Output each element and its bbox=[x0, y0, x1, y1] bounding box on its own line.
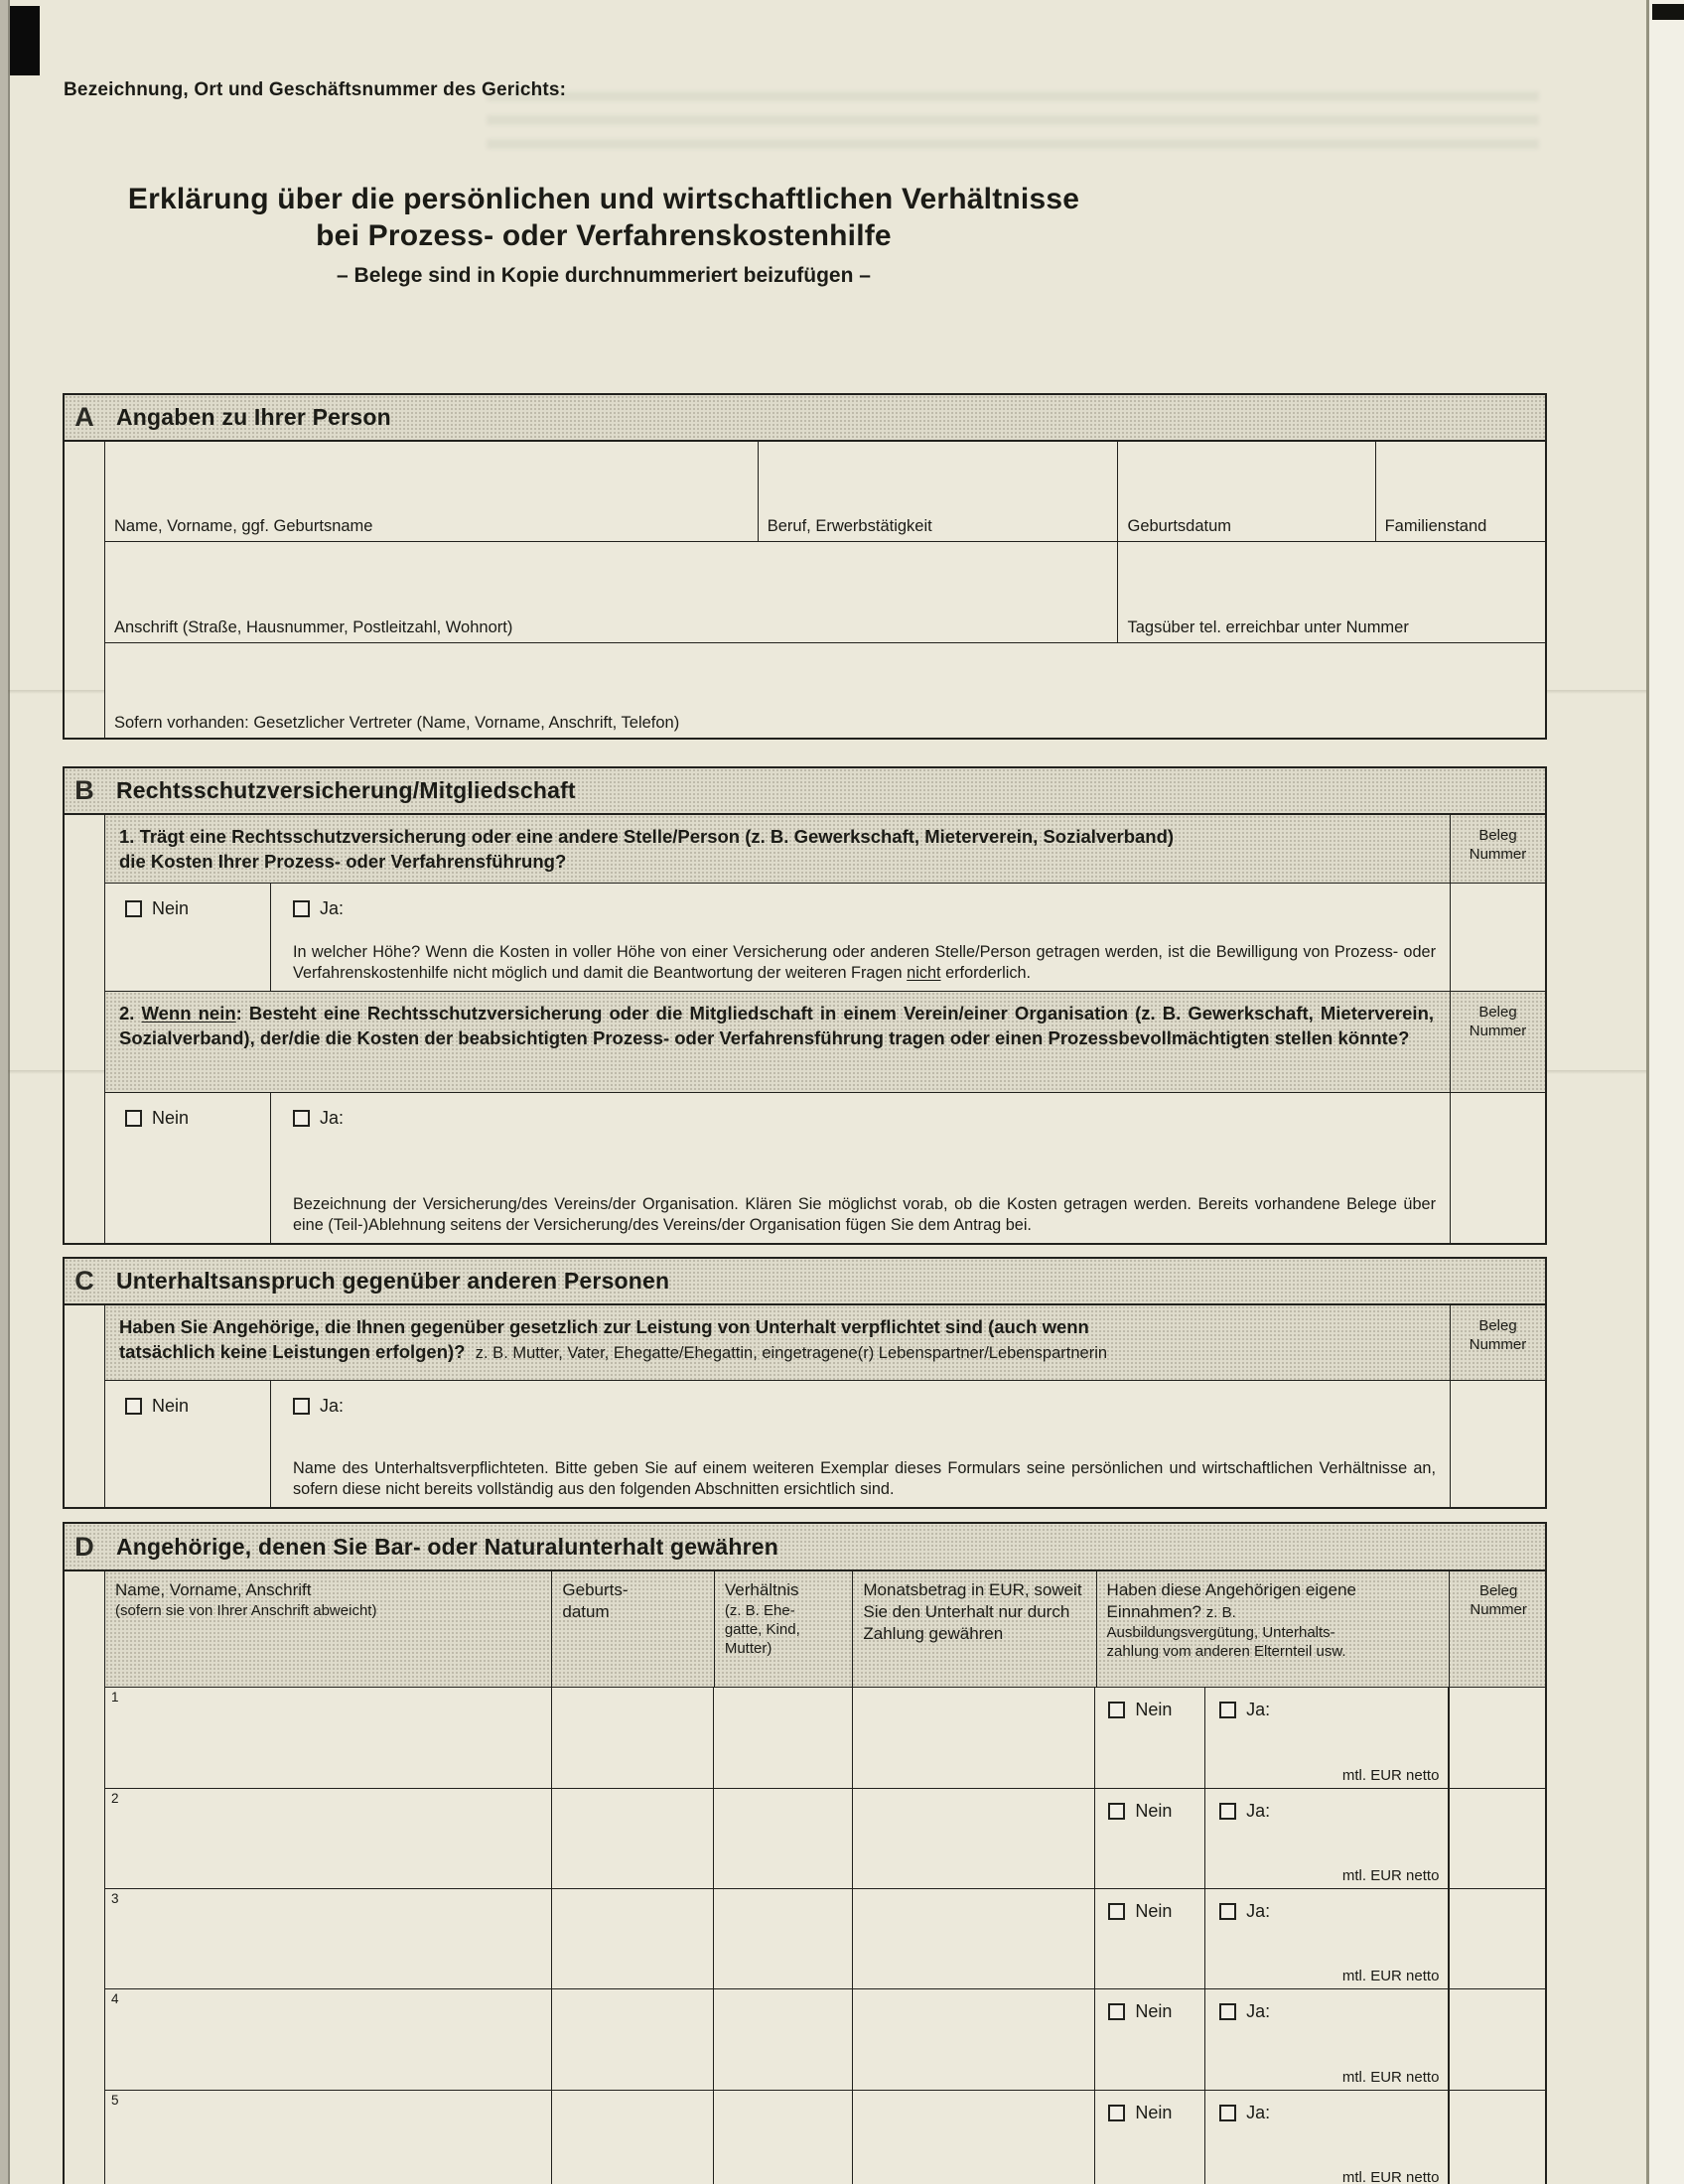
d-row2-relation-input-area[interactable] bbox=[714, 1789, 852, 1888]
b1-no-cell bbox=[105, 884, 271, 991]
scan-artifact-top-right bbox=[1652, 4, 1684, 20]
d-row3-beleg-input-area[interactable] bbox=[1450, 1889, 1545, 1988]
d-row5-mtl-label: mtl. EUR netto bbox=[1341, 2168, 1440, 2184]
d-row4-relation-input-area[interactable] bbox=[714, 1989, 852, 2089]
d-row2-yes-checkbox[interactable] bbox=[1219, 1803, 1236, 1820]
section-b-letter: B bbox=[74, 775, 94, 805]
b1-yes-checkbox[interactable] bbox=[293, 900, 310, 917]
b1-help-text: In welcher Höhe? Wenn die Kosten in voller Höhe von einer Versicherung oder anderen Stelle/Person getragen werden, ist die Bewilligung von Prozess- oder Verfahrenskostenhilfe nicht möglich und damit die Beantwortung der weiteren Fragen nicht erforderlich. bbox=[293, 943, 1436, 983]
b2-no-cell bbox=[105, 1093, 271, 1243]
d-row1-name-input-area[interactable]: 1 bbox=[105, 1688, 552, 1787]
c-no-checkbox[interactable] bbox=[125, 1398, 142, 1415]
d-row4-beleg-input-area[interactable] bbox=[1450, 1989, 1545, 2089]
d-row3-yes-checkbox[interactable] bbox=[1219, 1903, 1236, 1920]
question-c-line1: Haben Sie Angehörige, die Ihnen gegenüber gesetzlich zur Leistung von Unterhalt verpflichtet sind (auch wenn bbox=[119, 1316, 1089, 1337]
section-b-title: Rechtsschutzversicherung/Mitgliedschaft bbox=[116, 777, 576, 803]
c-no-cell bbox=[105, 1381, 271, 1507]
question-c-text bbox=[105, 1305, 1450, 1380]
legal-representative-input-area[interactable] bbox=[105, 643, 1545, 738]
d-row5-yes-checkbox[interactable] bbox=[1219, 2105, 1236, 2121]
answer-b2-row bbox=[105, 1093, 1545, 1243]
address-input-area[interactable] bbox=[105, 542, 1118, 642]
scan-artifact-top-left bbox=[10, 6, 40, 75]
section-d bbox=[63, 1522, 1547, 2184]
d-row4-yes-cell[interactable]: Ja: mtl. EUR netto bbox=[1205, 1989, 1449, 2089]
question-b1-line1: 1. Trägt eine Rechtsschutzversicherung oder eine andere Stelle/Person (z. B. Gewerkschaft, Mieterverein, Sozialverband) bbox=[119, 826, 1175, 847]
occupation-input-area[interactable] bbox=[759, 442, 1119, 542]
court-designation-label: Bezeichnung, Ort und Geschäftsnummer des Gerichts: bbox=[64, 79, 567, 100]
c-no-label: Nein bbox=[152, 1395, 190, 1416]
birthdate-input-area[interactable] bbox=[1118, 442, 1375, 542]
form-title-line1: Erklärung über die persönlichen und wirtschaftlichen Verhältnisse bbox=[127, 183, 1080, 215]
d-col-header-beleg: Beleg Nummer bbox=[1470, 1582, 1527, 1618]
section-b-body bbox=[104, 815, 1545, 1243]
phone-input-area[interactable] bbox=[1118, 542, 1545, 642]
d-row3-amount-input-area[interactable] bbox=[853, 1889, 1096, 1988]
d-row4-income-cell: Nein Ja: mtl. EUR netto bbox=[1095, 1989, 1450, 2089]
c-yes-checkbox[interactable] bbox=[293, 1398, 310, 1415]
b2-help-text: Bezeichnung der Versicherung/des Vereins/der Organisation. Klären Sie möglichst vorab, ob die Kosten getragen werden. Bereits vorhandene Belege über eine (Teil-)Ablehnung seitens der Versicherung/des Vereins/der Organisation fügen Sie dem Antrag bei. bbox=[293, 1195, 1436, 1234]
b1-yes-label: Ja: bbox=[320, 898, 345, 919]
d-row2-amount-input-area[interactable] bbox=[853, 1789, 1096, 1888]
c-yes-cell[interactable] bbox=[271, 1381, 1450, 1507]
d-table-row-2 bbox=[105, 1789, 1545, 1889]
d-table-header-row bbox=[105, 1571, 1545, 1688]
section-a-title: Angaben zu Ihrer Person bbox=[116, 404, 391, 430]
d-row5-income-cell: Nein Ja: mtl. EUR netto bbox=[1095, 2091, 1450, 2184]
phone-field-label: Tagsüber tel. erreichbar unter Nummer bbox=[1127, 617, 1409, 636]
b2-no-label: Nein bbox=[152, 1108, 190, 1129]
d-row2-no-checkbox[interactable] bbox=[1108, 1803, 1125, 1820]
answer-b1-row bbox=[105, 884, 1545, 992]
c-beleg-label: Beleg Nummer bbox=[1450, 1305, 1545, 1380]
d-row2-beleg-input-area[interactable] bbox=[1450, 1789, 1545, 1888]
d-row5-name-input-area[interactable]: 5 bbox=[105, 2091, 552, 2184]
section-d-letter: D bbox=[74, 1531, 94, 1562]
d-row3-name-input-area[interactable]: 3 bbox=[105, 1889, 552, 1988]
d-table-row-5 bbox=[105, 2091, 1545, 2184]
form-title-line2: bei Prozess- oder Verfahrenskostenhilfe bbox=[316, 219, 892, 252]
d-row3-yes-cell[interactable]: Ja: mtl. EUR netto bbox=[1205, 1889, 1449, 1988]
d-col-header-relation: Verhältnis (z. B. Ehe- gatte, Kind, Mutter) bbox=[715, 1571, 854, 1687]
d-row1-no-checkbox[interactable] bbox=[1108, 1702, 1125, 1718]
question-b2-text: 2. Wenn nein: Besteht eine Rechtsschutzversicherung oder die Mitgliedschaft in einem Verein/einer Organisation (z. B. Gewerkschaft, Mieterverein, Sozialverband), der/die die Kosten der beabsichtigten Prozess- oder Verfahrensführung tragen oder einen Prozessbevollmächtigten stellen könnte? bbox=[119, 1003, 1435, 1049]
c-yes-label: Ja: bbox=[320, 1395, 345, 1416]
question-c-row bbox=[105, 1305, 1545, 1381]
d-table-row-1 bbox=[105, 1688, 1545, 1788]
b2-yes-checkbox[interactable] bbox=[293, 1110, 310, 1127]
d-row5-amount-input-area[interactable] bbox=[853, 2091, 1096, 2184]
b2-yes-cell[interactable] bbox=[271, 1093, 1450, 1243]
name-input-area[interactable] bbox=[105, 442, 759, 542]
name-field-label: Name, Vorname, ggf. Geburtsname bbox=[114, 517, 373, 536]
d-row5-beleg-input-area[interactable] bbox=[1450, 2091, 1545, 2184]
b2-beleg-label: Beleg Nummer bbox=[1450, 992, 1545, 1092]
c-beleg-input-area[interactable] bbox=[1450, 1381, 1545, 1507]
d-row3-no-checkbox[interactable] bbox=[1108, 1903, 1125, 1920]
b2-yes-label: Ja: bbox=[320, 1108, 345, 1129]
form-title bbox=[63, 181, 1145, 288]
d-row3-relation-input-area[interactable] bbox=[714, 1889, 852, 1988]
section-c-body bbox=[104, 1305, 1545, 1507]
d-row1-birthdate-input-area[interactable] bbox=[552, 1688, 714, 1787]
question-b2-row bbox=[105, 992, 1545, 1093]
marital-status-input-area[interactable] bbox=[1376, 442, 1545, 542]
section-a-letter: A bbox=[74, 402, 94, 432]
bleed-through-text-artifact bbox=[487, 91, 1539, 161]
d-row1-amount-input-area[interactable] bbox=[853, 1688, 1096, 1787]
d-row1-relation-input-area[interactable] bbox=[714, 1688, 852, 1787]
b1-no-checkbox[interactable] bbox=[125, 900, 142, 917]
d-col-header-name: Name, Vorname, Anschrift (sofern sie von Ihrer Anschrift abweicht) bbox=[105, 1571, 552, 1687]
d-row5-no-checkbox[interactable] bbox=[1108, 2105, 1125, 2121]
birthdate-field-label: Geburtsdatum bbox=[1127, 517, 1232, 536]
d-row1-mtl-label: mtl. EUR netto bbox=[1341, 1766, 1440, 1784]
question-b1-line2: die Kosten Ihrer Prozess- oder Verfahrensführung? bbox=[119, 851, 567, 872]
d-col-header-birthdate: Geburts- datum bbox=[552, 1571, 714, 1687]
b2-no-checkbox[interactable] bbox=[125, 1110, 142, 1127]
b1-beleg-input-area[interactable] bbox=[1450, 884, 1545, 991]
section-d-header bbox=[65, 1524, 1545, 1571]
d-row4-birthdate-input-area[interactable] bbox=[552, 1989, 714, 2089]
d-row4-no-checkbox[interactable] bbox=[1108, 2003, 1125, 2020]
section-a-header bbox=[65, 395, 1545, 442]
d-row4-amount-input-area[interactable] bbox=[853, 1989, 1096, 2089]
b2-beleg-input-area[interactable] bbox=[1450, 1093, 1545, 1243]
d-row2-mtl-label: mtl. EUR netto bbox=[1341, 1866, 1440, 1884]
d-row5-relation-input-area[interactable] bbox=[714, 2091, 852, 2184]
occupation-field-label: Beruf, Erwerbstätigkeit bbox=[767, 517, 932, 536]
d-row4-yes-checkbox[interactable] bbox=[1219, 2003, 1236, 2020]
section-d-title: Angehörige, denen Sie Bar- oder Naturalunterhalt gewähren bbox=[116, 1533, 779, 1560]
d-col-header-monthly-amount: Monatsbetrag in EUR, soweit Sie den Unterhalt nur durch Zahlung gewähren bbox=[853, 1571, 1096, 1687]
section-b bbox=[63, 766, 1547, 1245]
d-row5-yes-cell[interactable]: Ja: mtl. EUR netto bbox=[1205, 2091, 1449, 2184]
d-row2-birthdate-input-area[interactable] bbox=[552, 1789, 714, 1888]
section-b-header bbox=[65, 768, 1545, 815]
d-row1-beleg-input-area[interactable] bbox=[1450, 1688, 1545, 1787]
d-row4-mtl-label: mtl. EUR netto bbox=[1341, 2068, 1440, 2086]
d-row3-income-cell: Nein Ja: mtl. EUR netto bbox=[1095, 1889, 1450, 1988]
section-c bbox=[63, 1257, 1547, 1509]
address-field-label: Anschrift (Straße, Hausnummer, Postleitzahl, Wohnort) bbox=[114, 617, 513, 636]
page-edge-strip bbox=[1646, 0, 1684, 2184]
section-a bbox=[63, 393, 1547, 740]
legal-representative-field-label: Sofern vorhanden: Gesetzlicher Vertreter (Name, Vorname, Anschrift, Telefon) bbox=[114, 713, 680, 732]
b1-no-label: Nein bbox=[152, 898, 190, 919]
d-row5-birthdate-input-area[interactable] bbox=[552, 2091, 714, 2184]
d-col-header-own-income: Haben diese Angehörigen eigene Einnahmen? z. B. Ausbildungsvergütung, Unterhalts- zahlung vom anderen Elternteil usw. bbox=[1097, 1571, 1451, 1687]
d-row4-name-input-area[interactable]: 4 bbox=[105, 1989, 552, 2089]
c-help-text: Name des Unterhaltsverpflichteten. Bitte geben Sie auf einem weiteren Exemplar dieses Formulars seine persönlichen und wirtschaftlichen Verhältnisse an, sofern diese nicht bereits vollständig aus den folgenden Abschnitten ersichtlich sind. bbox=[293, 1459, 1436, 1498]
d-table-row-4 bbox=[105, 1989, 1545, 2090]
section-c-title: Unterhaltsanspruch gegenüber anderen Personen bbox=[116, 1268, 670, 1294]
d-row3-birthdate-input-area[interactable] bbox=[552, 1889, 714, 1988]
b1-yes-cell[interactable] bbox=[271, 884, 1450, 991]
d-row3-mtl-label: mtl. EUR netto bbox=[1341, 1968, 1440, 1985]
section-c-letter: C bbox=[74, 1266, 94, 1296]
d-row2-income-cell: Nein Ja: mtl. EUR netto bbox=[1095, 1789, 1450, 1888]
d-table-row-3 bbox=[105, 1889, 1545, 1989]
question-b1-row bbox=[105, 815, 1545, 884]
form-subtitle: – Belege sind in Kopie durchnummeriert beizufügen – bbox=[337, 264, 871, 287]
d-row2-yes-cell[interactable]: Ja: mtl. EUR netto bbox=[1205, 1789, 1449, 1888]
d-row1-income-cell: Nein Ja: mtl. EUR netto bbox=[1095, 1688, 1450, 1787]
section-d-table bbox=[104, 1571, 1545, 2184]
section-a-fields bbox=[104, 442, 1545, 738]
b1-beleg-label: Beleg Nummer bbox=[1450, 815, 1545, 883]
question-c-line2: tatsächlich keine Leistungen erfolgen)? z. B. Mutter, Vater, Ehegatte/Ehegattin, eingetragene(r) Lebenspartner/Lebenspartnerin bbox=[119, 1341, 1108, 1362]
d-row2-name-input-area[interactable]: 2 bbox=[105, 1789, 552, 1888]
d-row1-yes-checkbox[interactable] bbox=[1219, 1702, 1236, 1718]
d-row1-yes-cell[interactable]: Ja: mtl. EUR netto bbox=[1205, 1688, 1449, 1787]
question-b1-text bbox=[105, 815, 1450, 883]
answer-c-row bbox=[105, 1381, 1545, 1507]
section-c-header bbox=[65, 1259, 1545, 1305]
marital-status-field-label: Familienstand bbox=[1384, 517, 1487, 536]
